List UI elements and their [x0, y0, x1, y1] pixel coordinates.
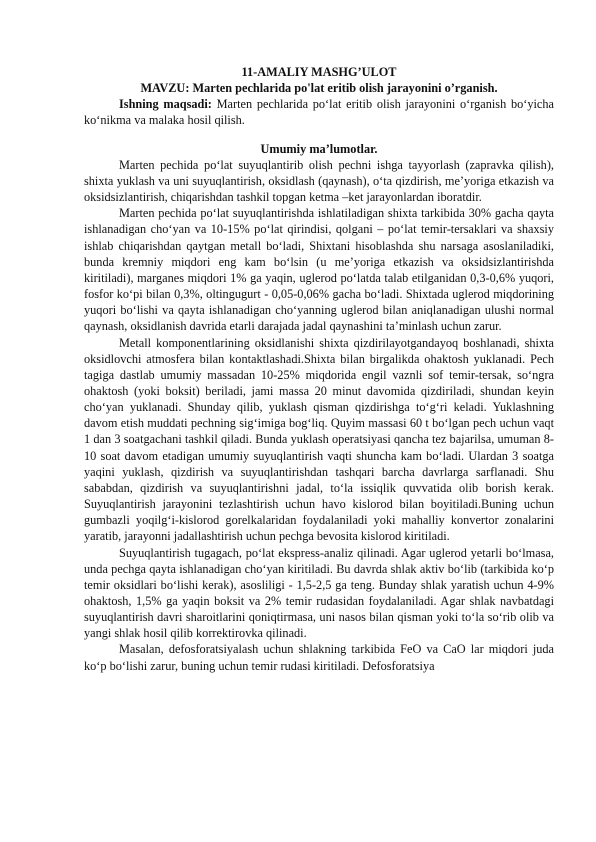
- paragraph-5: Masalan, defosforatsiyalash uchun shlakning tarkibida FeO va CaO lar miqdori juda ko‘p bo‘lishi zarur, buning uchun temir rudasi kiritiladi. Defosforatsiya: [84, 642, 554, 673]
- document-page: [84, 64, 554, 674]
- goal-label: Ishning maqsadi:: [119, 97, 212, 112]
- section-heading: Umumiy ma’lumotlar.: [260, 141, 378, 156]
- goal-text: Marten pechlarida po‘lat eritib olish jarayonini o‘rganish bo‘yicha ko‘nikma va malaka hosil qilish.: [84, 97, 554, 128]
- topic-line: MAVZU: Marten pechlarida po'lat eritib olish jarayonini o’rganish.: [140, 81, 498, 96]
- paragraph-1: Marten pechida po‘lat suyuqlantirib olish pechni ishga tayyorlash (zapravka qilish), shixta yuklash va uni suyuqlantirish, oksidlash (qaynash), o‘ta qizdirish, me’yoriga etkazish va oksidsizlantirish, chiqarishdan tashkil topgan ketma –ket jarayonlardan iboratdir.: [84, 157, 554, 205]
- goal-paragraph: [84, 96, 554, 128]
- paragraph-4: Suyuqlantirish tugagach, po‘lat ekspress-analiz qilinadi. Agar uglerod yetarli bo‘lmasa, unda pechga qayta ishlanadigan cho‘yan kiritiladi. Bu davrda shlak aktiv bo‘lib (tarkibida ko‘p temir oksidlari bo‘lishi kerak), asosliligi - 1,5-2,5 ga teng. Bunday shlak yaratish uchun 4-9% ohaktosh, 1,5% ga yaqin boksit va 2% temir rudasidan foydalaniladi. Agar shlak navbatdagi suyuqlantirish davri sharoitlarini qoniqtirmasa, uni nasos bilan qisman yoki to‘la so‘rib olib va yangi shlak hosil qilib korrektirovka qilinadi.: [84, 545, 554, 641]
- document-title: 11-AMALIY MASHG’ULOT: [241, 65, 397, 79]
- paragraph-3: Metall komponentlarining oksidlanishi shixta qizdirilayotgandayoq boshlanadi, shixta oksidlovchi atmosfera bilan kontaktlashadi.Shixta bilan birgalikda ohaktosh yuklanadi. Pech tagiga dastlab umumiy massadan 10-25% miqdorida engil vaznli sof temir-tersak, so‘ngra ohaktosh (yoki boksit) beriladi, jami massa 20 minut davomida qizdiriladi, shundan keyin cho‘yan yuklanadi. Shunday qilib, yuklash qisman qizdirishga to‘g‘ri keladi. Yuklashning davom etish muddati pechning sig‘imiga bog‘liq. Quyim massasi 60 t bo‘lgan pech uchun vaqt 1 dan 3 soatgachani tashkil qiladi. Bunda yuklash operatsiyasi qancha tez bajarilsa, umuman 8-10 soat davom etadigan umumiy suyuqlantirish vaqti shuncha kam bo‘ladi. Ulardan 3 soatga yaqini yuklash, qizdirish va suyuqlantirishdan tashqari barcha davrlarga sarflanadi. Shu sababdan, qizdirish va suyuqlantirishni jadal, to‘la issiqlik quvvatida olib borish kerak. Suyuqlantirish jarayonini tezlashtirish uchun havo kislorod bilan boyitiladi.Buning uchun gumbazli yoqilg‘i-kislorod gorelkalaridan foydalaniladi yoki mahalliy konvertor zonalarini yaratib, jarayonni jadallashtirish uchun pechga bevosita kislorod kiritiladi.: [84, 335, 554, 544]
- paragraph-2: Marten pechida po‘lat suyuqlantirishda ishlatiladigan shixta tarkibida 30% gacha qayta ishlanadigan cho‘yan va 10-15% po‘lat qirindisi, qolgani – po‘lat temir-tersaklari va shaxsiy ishlab chiqarishdan qaytgan metall bo‘ladi, Shixtani hisoblashda shu narsaga asoslaniladiki, bunda kremniy miqdori eng kam bo‘lsin (u me’yoriga etkazish va oksidsizlantirishda kiritiladi), marganes miqdori 1% ga yaqin, uglerod po‘latda talab etilganidan 0,3-0,6% yuqori, fosfor ko‘pi bilan 0,3%, oltingugurt - 0,05-0,06% gacha bo‘ladi. Shixtada uglerod miqdorining yuqori bo‘lishi va qayta ishlanadigan cho‘yanning uglerod bilan aniqlanadigan ulushi normal qaynash, oksidlanish davrida etarli darajada jadal qaynashini ta’minlash uchun zarur.: [84, 206, 554, 334]
